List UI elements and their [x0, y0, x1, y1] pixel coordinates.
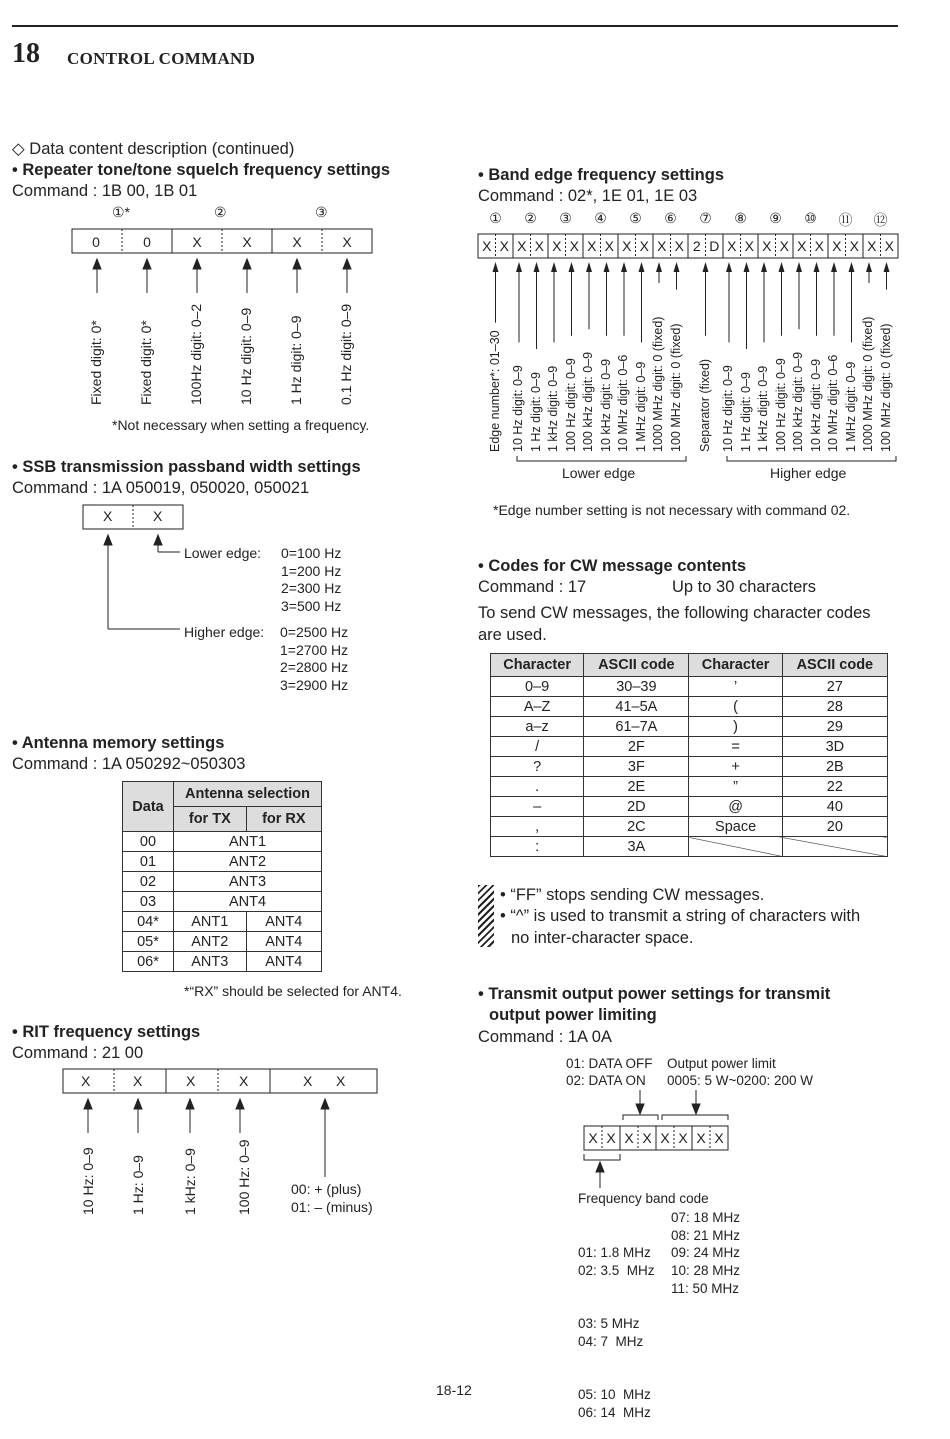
- bandedge-note: *Edge number setting is not necessary with command 02.: [493, 502, 851, 518]
- repeater-label: 10 Hz digit: 0–9: [238, 307, 254, 405]
- cw-col-ascii: ASCII code: [584, 654, 689, 677]
- cw-table: [490, 653, 888, 857]
- bandedge-circle: ⑪: [838, 212, 853, 228]
- bandedge-cell: X: [727, 238, 737, 254]
- power-limit: Output power limit 0005: 5 W~0200: 200 W: [667, 1056, 813, 1088]
- bandedge-cell: 2: [692, 238, 701, 254]
- ssb-heading: • SSB transmission passband width settings: [12, 458, 361, 476]
- bandedge-cell: X: [639, 238, 649, 254]
- bandedge-heading: • Band edge frequency settings: [478, 166, 724, 184]
- power-cell: X: [660, 1130, 670, 1146]
- table-row: 01 ANT2: [123, 852, 322, 872]
- bandedge-circle: ①: [489, 210, 502, 226]
- bandedge-label: 100 kHz digit: 0–9: [791, 351, 805, 452]
- power-heading-cont: output power limiting: [489, 1006, 657, 1024]
- table-row: ? 3F + 2B: [491, 757, 888, 777]
- page-number: 18-12: [436, 1382, 472, 1398]
- power-cell: X: [678, 1130, 688, 1146]
- table-row: A–Z 41–5A ( 28: [491, 697, 888, 717]
- bandedge-circle: ③: [559, 210, 572, 226]
- bandedge-label: 10 MHz digit: 0–6: [616, 354, 630, 452]
- bandedge-cell: X: [849, 238, 859, 254]
- intro-text: ◇ Data content description (continued): [12, 140, 295, 158]
- bandedge-circle: ⑥: [664, 210, 677, 226]
- bandedge-cell: X: [587, 238, 597, 254]
- antenna-heading: • Antenna memory settings: [12, 734, 225, 752]
- bandedge-cell: X: [832, 238, 842, 254]
- table-row: 03 ANT4: [123, 892, 322, 912]
- rit-label: 100 Hz: 0–9: [236, 1139, 252, 1215]
- bandedge-label: 1 MHz digit: 0–9: [633, 361, 648, 452]
- table-row: . 2E ” 22: [491, 777, 888, 797]
- bandedge-circle: ⑦: [699, 210, 712, 226]
- rit-cell: X: [81, 1073, 91, 1089]
- rit-label: 10 Hz: 0–9: [80, 1147, 96, 1215]
- bandedge-label: 10 Hz digit: 0–9: [721, 365, 735, 452]
- rit-cell: X: [186, 1073, 196, 1089]
- bandedge-cell: X: [744, 238, 754, 254]
- bandedge-circle: ⑨: [769, 210, 782, 226]
- table-row: – 2D @ 40: [491, 797, 888, 817]
- bandedge-cell: X: [499, 238, 509, 254]
- ssb-diagram: [80, 503, 200, 633]
- bandedge-higher-edge: Higher edge: [770, 465, 847, 481]
- antenna-col-data: Data: [123, 782, 174, 832]
- repeater-cell: X: [292, 234, 302, 250]
- bandedge-circle: ⑧: [734, 210, 747, 226]
- antenna-col-tx: for TX: [174, 807, 247, 832]
- antenna-note: *“RX” should be selected for ANT4.: [184, 983, 402, 999]
- bandedge-label: Edge number*: 01–30: [487, 330, 502, 452]
- cw-note-2: • “^” is used to transmit a string of characters with: [500, 907, 861, 925]
- cw-desc-line2: are used.: [478, 626, 547, 644]
- repeater-command: Command : 1B 00, 1B 01: [12, 182, 198, 200]
- repeater-circle-1: ①*: [112, 204, 130, 220]
- rit-label: 1 Hz: 0–9: [130, 1155, 146, 1215]
- bandedge-cell: X: [762, 238, 772, 254]
- bandedge-cell: X: [604, 238, 614, 254]
- bandedge-label: 1000 MHz digit: 0 (fixed): [651, 316, 665, 452]
- table-row: , 2C Space 20: [491, 817, 888, 837]
- table-row: 06* ANT3 ANT4: [123, 952, 322, 972]
- rit-sign-values: 00: + (plus) 01: – (minus): [291, 1181, 373, 1215]
- repeater-label: Fixed digit: 0*: [138, 320, 154, 405]
- power-band-title: Frequency band code: [578, 1191, 709, 1206]
- antenna-table: [122, 781, 322, 972]
- ssb-lower-values: 0=100 Hz 1=200 Hz 2=300 Hz 3=500 Hz: [281, 545, 342, 614]
- bandedge-cell: X: [867, 238, 877, 254]
- bandedge-circle: ⑫: [873, 212, 888, 228]
- bandedge-cell: D: [709, 238, 720, 254]
- table-row: / 2F = 3D: [491, 737, 888, 757]
- power-cell: X: [696, 1130, 706, 1146]
- bandedge-cell: X: [482, 238, 492, 254]
- power-bands-left: 01: 1.8 MHz 02: 3.5 MHz 03: 5 MHz 04: 7 MHz 05: 10 MHz 06: 14 MHz: [578, 1245, 655, 1420]
- power-bands-right: 07: 18 MHz 08: 21 MHz 09: 24 MHz 10: 28 MHz 11: 50 MHz: [671, 1210, 741, 1296]
- bandedge-lower-edge: Lower edge: [562, 465, 636, 481]
- power-cell: X: [606, 1130, 616, 1146]
- rit-heading: • RIT frequency settings: [12, 1023, 201, 1041]
- bandedge-label: 1 kHz digit: 0–9: [756, 365, 770, 452]
- cw-note-2-cont: no inter-character space.: [511, 929, 694, 947]
- table-row: 05* ANT2 ANT4: [123, 932, 322, 952]
- rit-command: Command : 21 00: [12, 1044, 144, 1062]
- ssb-command: Command : 1A 050019, 050020, 050021: [12, 479, 310, 497]
- power-cell: X: [642, 1130, 652, 1146]
- table-row: 00 ANT1: [123, 832, 322, 852]
- table-row: 02 ANT3: [123, 872, 322, 892]
- ssb-cell: X: [103, 508, 113, 524]
- rit-cell: X: [239, 1073, 249, 1089]
- power-command: Command : 1A 0A: [478, 1028, 612, 1046]
- bandedge-circle: ②: [524, 210, 537, 226]
- rit-cell: X: [303, 1073, 313, 1089]
- table-row: 0–9 30–39 ’ 27: [491, 677, 888, 697]
- bandedge-cell: X: [814, 238, 824, 254]
- power-heading: • Transmit output power settings for transmit: [478, 985, 831, 1003]
- bandedge-label: 1 Hz digit: 0–9: [738, 372, 753, 452]
- cw-desc-line1: To send CW messages, the following character codes: [478, 604, 871, 622]
- chapter-number: 18: [12, 38, 40, 69]
- bandedge-cell: X: [569, 238, 579, 254]
- bandedge-cell: X: [884, 238, 894, 254]
- cw-note-1: • “FF” stops sending CW messages.: [500, 886, 765, 904]
- bandedge-label: 1000 MHz digit: 0 (fixed): [861, 316, 875, 452]
- repeater-circle-3: ③: [315, 204, 328, 220]
- cw-command: Command : 17: [478, 578, 587, 596]
- repeater-cell: X: [342, 234, 352, 250]
- bandedge-circle: ④: [594, 210, 607, 226]
- bandedge-cell: X: [674, 238, 684, 254]
- bandedge-label: 10 kHz digit: 0–9: [808, 358, 823, 452]
- bandedge-label: 100 MHz digit: 0 (fixed): [668, 323, 683, 452]
- cw-col-character-2: Character: [689, 654, 782, 677]
- bandedge-label: 100 Hz digit: 0–9: [773, 358, 788, 452]
- cw-col-character: Character: [491, 654, 584, 677]
- repeater-cell: 0: [143, 234, 151, 250]
- bandedge-cell: X: [534, 238, 544, 254]
- antenna-col-rx: for RX: [246, 807, 321, 832]
- antenna-command: Command : 1A 050292~050303: [12, 755, 246, 773]
- bandedge-label: 1 kHz digit: 0–9: [546, 365, 560, 452]
- repeater-cell: X: [242, 234, 252, 250]
- ssb-higher-label: Higher edge:: [184, 624, 265, 640]
- cw-command-note: Up to 30 characters: [672, 578, 816, 596]
- note-hatch-icon: [478, 885, 494, 947]
- bandedge-label: 100 MHz digit: 0 (fixed): [878, 323, 893, 452]
- bandedge-cell: X: [622, 238, 632, 254]
- repeater-cell: X: [192, 234, 202, 250]
- bandedge-circle: ⑤: [629, 210, 642, 226]
- bandedge-cell: X: [797, 238, 807, 254]
- ssb-lower-label: Lower edge:: [184, 545, 262, 561]
- table-row: a–z 61–7A ) 29: [491, 717, 888, 737]
- bandedge-cell: X: [517, 238, 527, 254]
- bandedge-label: 10 Hz digit: 0–9: [511, 365, 525, 452]
- repeater-cell: 0: [92, 234, 100, 250]
- power-cell: X: [714, 1130, 724, 1146]
- bandedge-label: Separator (fixed): [697, 358, 712, 452]
- rit-cell: X: [133, 1073, 143, 1089]
- repeater-label: Fixed digit: 0*: [88, 320, 104, 405]
- bandedge-label: 100 Hz digit: 0–9: [563, 358, 578, 452]
- header-rule: [12, 25, 898, 27]
- bandedge-cell: X: [657, 238, 667, 254]
- bandedge-command: Command : 02*, 1E 01, 1E 03: [478, 187, 698, 205]
- bandedge-label: 1 MHz digit: 0–9: [843, 361, 858, 452]
- repeater-label: 0.1 Hz digit: 0–9: [338, 303, 354, 405]
- bandedge-label: 100 kHz digit: 0–9: [581, 351, 595, 452]
- bandedge-cell: X: [779, 238, 789, 254]
- repeater-note: *Not necessary when setting a frequency.: [112, 417, 370, 433]
- power-cell: X: [588, 1130, 598, 1146]
- ssb-higher-values: 0=2500 Hz 1=2700 Hz 2=2800 Hz 3=2900 Hz: [280, 624, 349, 693]
- power-cell: X: [624, 1130, 634, 1146]
- bandedge-cell: X: [552, 238, 562, 254]
- chapter-title: CONTROL COMMAND: [67, 49, 256, 68]
- cw-col-ascii-2: ASCII code: [782, 654, 887, 677]
- antenna-col-selection: Antenna selection: [174, 782, 322, 807]
- repeater-heading: • Repeater tone/tone squelch frequency settings: [12, 161, 391, 179]
- power-data-modes: 01: DATA OFF 02: DATA ON: [566, 1056, 653, 1088]
- bandedge-label: 10 MHz digit: 0–6: [826, 354, 840, 452]
- repeater-circle-2: ②: [214, 204, 227, 220]
- rit-cell: X: [336, 1073, 346, 1089]
- bandedge-circle: ⑩: [804, 210, 817, 226]
- repeater-label: 1 Hz digit: 0–9: [288, 315, 304, 405]
- repeater-label: 100Hz digit: 0–2: [188, 303, 204, 405]
- cw-heading: • Codes for CW message contents: [478, 557, 746, 575]
- rit-label: 1 kHz: 0–9: [182, 1148, 198, 1215]
- ssb-cell: X: [153, 508, 163, 524]
- table-row: 04* ANT1 ANT4: [123, 912, 322, 932]
- bandedge-label: 10 kHz digit: 0–9: [598, 358, 613, 452]
- table-row: : 3A: [491, 837, 888, 857]
- bandedge-label: 1 Hz digit: 0–9: [528, 372, 543, 452]
